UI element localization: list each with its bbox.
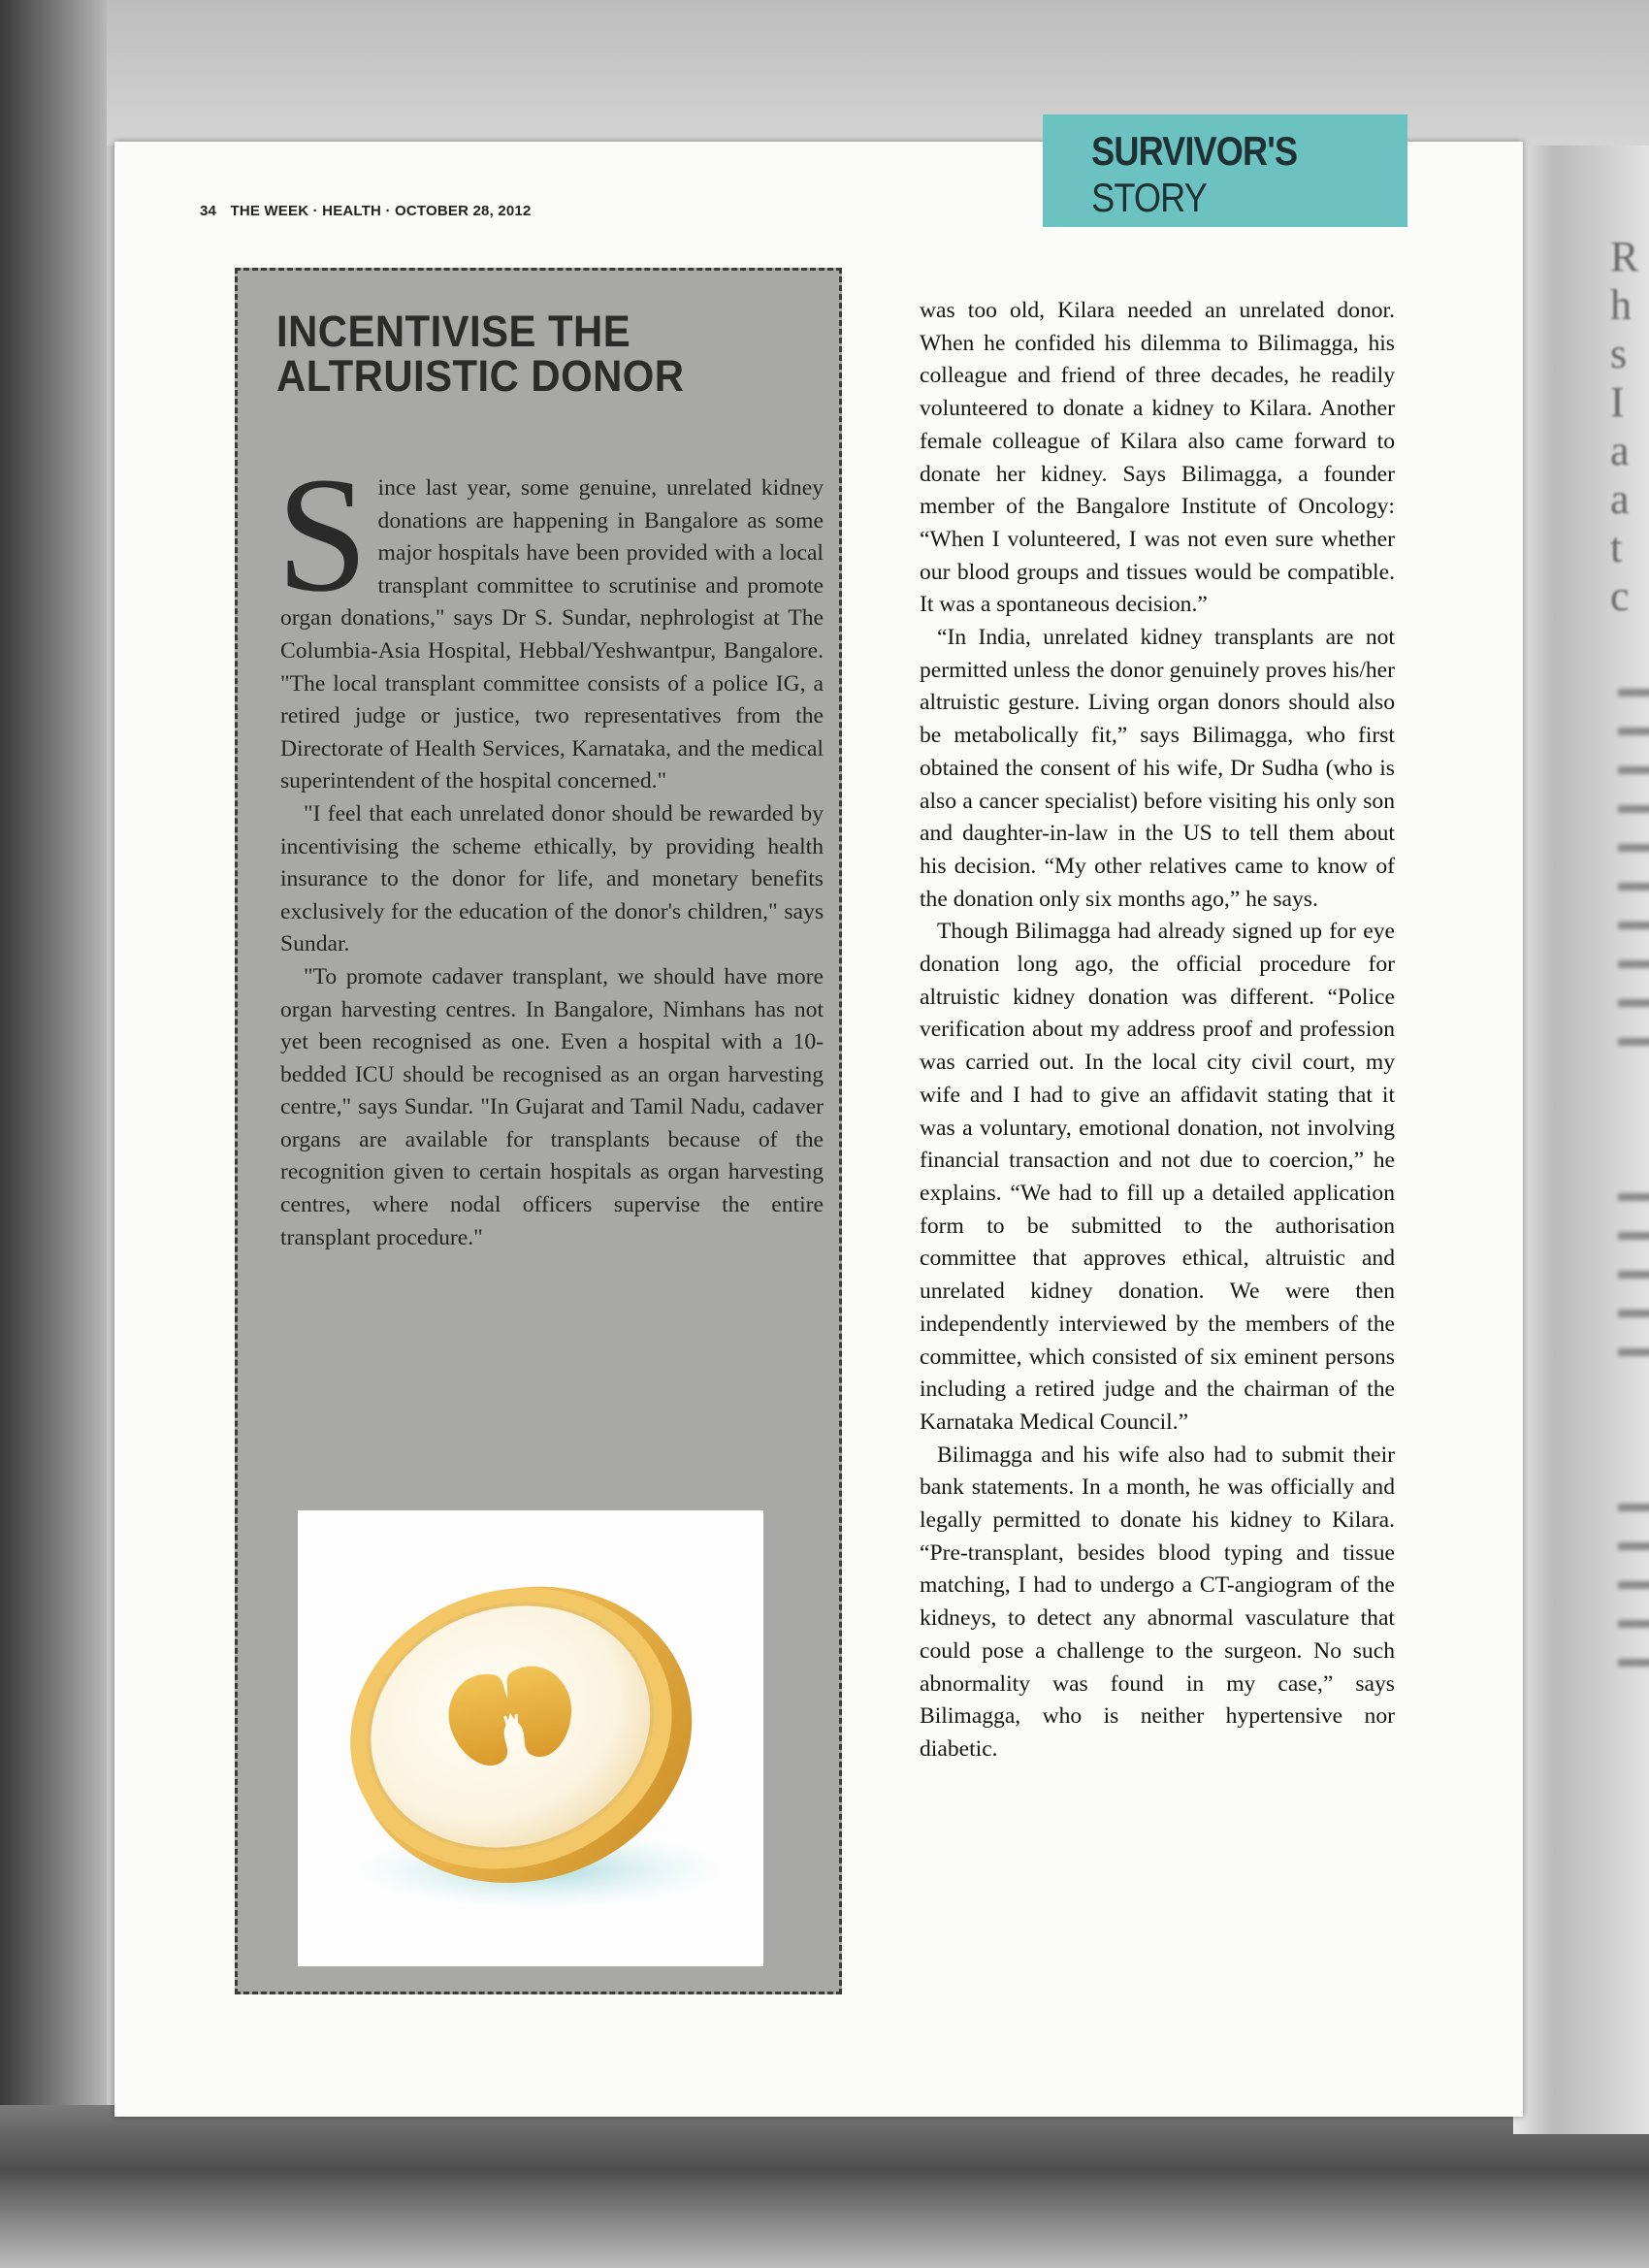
page-number: 34 [200,203,217,219]
article-paragraph-2: “In India, unrelated kidney transplants are not permitted unless the donor genuinely proves his/her altruistic gesture. Living organ donors should also be metabolically fit,” says Bilimagga, who first obtained the consent of his wife, Dr Sudha (who is also a cancer specialist) before visiting his only son and daughter-in-law in the US to tell them about his decision. “My other relatives came to know of the donation only six months ago,” he says. [920,625,1395,912]
sidebar-title [276,309,782,399]
scan-background-left [0,0,107,2268]
drop-cap: S [276,443,369,626]
scan-background-bottom [0,2105,1649,2268]
article-column [920,295,1395,1766]
section-banner-label [1091,128,1390,221]
article-paragraph-1: was too old, Kilara needed an unrelated donor. When he confided his dilemma to Bilimagga, his colleague and friend of three decades, he readily volunteered to donate a kidney to Kilara. Another female colleague of Kilara also came forward to donate her kidney. Says Bilimagga, a founder member of the Bangalore Institute of Oncology: “When I volunteered, I was not even sure whether our blood groups and tissues would be compatible. It was a spontaneous decision.” [920,298,1395,618]
sidebar-paragraph-3: "To promote cadaver transplant, we should have more organ harvesting centres. In Bangalore, Nimhans has not yet been recognised as one. Even a hospital with a 10-bedded ICU should be recognised as an organ harvesting centre," says Sundar. "In Gujarat and Tamil Nadu, cadaver organs are available for transplants because of the recognition given to certain hospitals as organ harvesting centres, where nodal officers supervise the entire transplant procedure." [280,963,824,1250]
page-folio [200,203,532,219]
sidebar-body [276,443,824,1254]
kidney-coin-illustration [298,1510,763,1966]
sidebar-title-line1: INCENTIVISE THE [276,307,631,356]
publication-line: THE WEEK · HEALTH · OCTOBER 28, 2012 [230,203,532,219]
sidebar-paragraph-2: "I feel that each unrelated donor should be rewarded by incentivising the scheme ethically, by providing health insurance to the donor for life, and monetary benefits exclusively for the education of the donor's children," says Sundar. [280,800,824,957]
magazine-page [114,128,1523,2117]
article-paragraph-3: Though Bilimagga had already signed up for eye donation long ago, the official procedure for altruistic kidney donation was different. “Police verification about my address proof and profession was carried out. In the local city civil court, my wife and I had to give an affidavit stating that it was a voluntary, emotional donation, not involving financial transaction and not due to coercion,” he explains. “We had to fill up a detailed application form to be submitted to the authorisation committee that approves ethical, altruistic and unrelated kidney donation. We were then independently interviewed by the members of the committee, which consisted of six eminent persons including a retired judge and the chairman of the Karnataka Medical Council.” [920,919,1395,1435]
article-paragraph-4: Bilimagga and his wife also had to submit their bank statements. In a month, he was officially and legally permitted to donate his kidney to Kilara. “Pre-transplant, besides blood typing and tissue matching, I had to undergo a CT-angiogram of the kidneys, to detect any abnormal vasculature that could pose a challenge to the surgeon. No such abnormality was found in my case,” says Bilimagga, who is neither hypertensive nor diabetic. [920,1442,1395,1762]
sidebar-box [235,268,842,1994]
sidebar-paragraph-1-text: ince last year, some genuine, unrelated kidney donations are happening in Bangalore as some major hospitals have been provided with a local transplant committee to scrutinise and promote organ donations," says Dr S. Sundar, nephrologist at The Columbia-Asia Hospital, Hebbal/Yeshwantpur, Bangalore. "The local transplant committee consists of a police IG, a retired judge or justice, two representatives from the Directorate of Health Services, Karnataka, and the medical superintendent of the hospital concerned." [280,475,824,794]
section-banner-bold: SURVIVOR'S [1091,128,1298,174]
adjacent-page-edge: R h s I a a t c [1513,146,1649,2134]
sidebar-paragraph-1 [276,443,824,798]
section-banner [1043,114,1407,227]
section-banner-light: STORY [1091,175,1207,220]
sidebar-title-line2: ALTRUISTIC DONOR [276,351,685,401]
gold-coin-with-kidneys-icon [298,1510,763,1966]
